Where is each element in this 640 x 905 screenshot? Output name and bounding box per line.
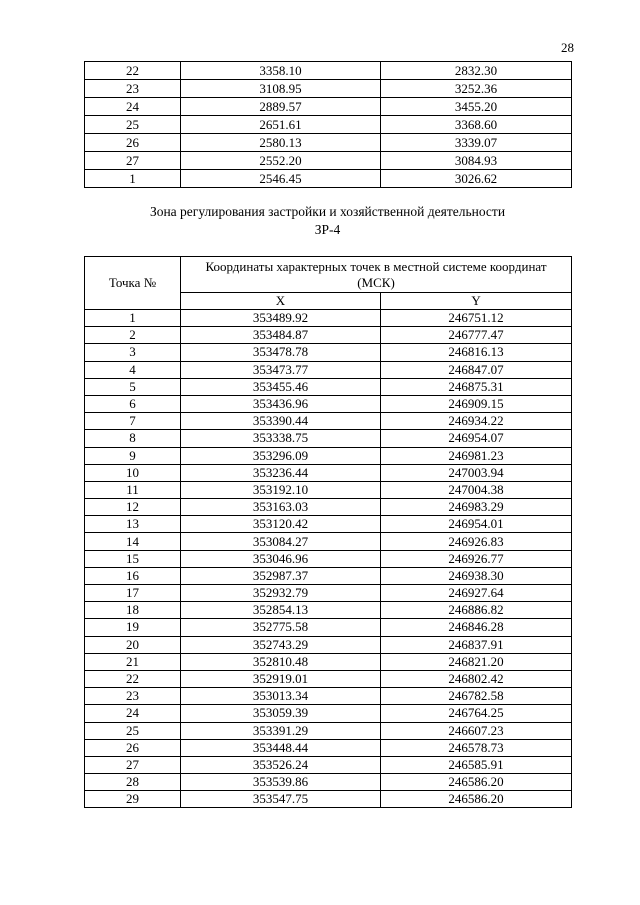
x-coordinate-cell: 353120.42	[181, 516, 381, 533]
y-coordinate-cell: 3026.62	[381, 170, 572, 188]
point-number-cell: 1	[85, 310, 181, 327]
point-number-cell: 2	[85, 327, 181, 344]
y-coordinate-cell: 246926.77	[381, 550, 572, 567]
table-row	[85, 413, 572, 430]
y-coordinate-cell: 246585.91	[381, 756, 572, 773]
y-coordinate-cell: 246983.29	[381, 499, 572, 516]
x-coordinate-cell: 352810.48	[181, 653, 381, 670]
x-coordinate-cell: 352932.79	[181, 585, 381, 602]
x-coordinate-cell: 352743.29	[181, 636, 381, 653]
y-coordinate-cell: 246927.64	[381, 585, 572, 602]
x-coordinate-cell: 353484.87	[181, 327, 381, 344]
table-row	[85, 636, 572, 653]
point-number-cell: 1	[85, 170, 181, 188]
point-number-cell: 25	[85, 722, 181, 739]
x-coordinate-cell: 353436.96	[181, 395, 381, 412]
point-number-cell: 13	[85, 516, 181, 533]
x-coordinate-cell: 353478.78	[181, 344, 381, 361]
x-coordinate-cell: 2552.20	[181, 152, 381, 170]
y-coordinate-cell: 246934.22	[381, 413, 572, 430]
y-coordinate-cell: 2832.30	[381, 62, 572, 80]
point-number-cell: 5	[85, 378, 181, 395]
table-row	[85, 378, 572, 395]
y-coordinate-cell: 246764.25	[381, 705, 572, 722]
y-coordinate-cell: 246886.82	[381, 602, 572, 619]
x-coordinate-cell: 3358.10	[181, 62, 381, 80]
table-row	[85, 653, 572, 670]
table-row	[85, 116, 572, 134]
point-number-cell: 20	[85, 636, 181, 653]
point-number-cell: 8	[85, 430, 181, 447]
x-coordinate-cell: 2889.57	[181, 98, 381, 116]
table-row	[85, 722, 572, 739]
y-coordinate-cell: 246821.20	[381, 653, 572, 670]
table-row	[85, 98, 572, 116]
table-row	[85, 62, 572, 80]
table-row	[85, 327, 572, 344]
header-x: X	[181, 293, 381, 310]
point-number-cell: 28	[85, 774, 181, 791]
page-number: 28	[561, 40, 574, 55]
y-coordinate-cell: 246846.28	[381, 619, 572, 636]
x-coordinate-cell: 353473.77	[181, 361, 381, 378]
x-coordinate-cell: 353236.44	[181, 464, 381, 481]
y-coordinate-cell: 246875.31	[381, 378, 572, 395]
point-number-cell: 25	[85, 116, 181, 134]
point-number-cell: 17	[85, 585, 181, 602]
table-row	[85, 134, 572, 152]
point-number-cell: 27	[85, 756, 181, 773]
x-coordinate-cell: 352919.01	[181, 670, 381, 687]
table-row	[85, 447, 572, 464]
zone-coordinates-table	[84, 256, 572, 808]
x-coordinate-cell: 353084.27	[181, 533, 381, 550]
y-coordinate-cell: 246782.58	[381, 688, 572, 705]
table-row	[85, 705, 572, 722]
y-coordinate-cell: 246909.15	[381, 395, 572, 412]
point-number-cell: 11	[85, 481, 181, 498]
y-coordinate-cell: 247003.94	[381, 464, 572, 481]
table-row	[85, 80, 572, 98]
table-row	[85, 774, 572, 791]
table-row	[85, 344, 572, 361]
x-coordinate-cell: 353489.92	[181, 310, 381, 327]
x-coordinate-cell: 353163.03	[181, 499, 381, 516]
x-coordinate-cell: 3108.95	[181, 80, 381, 98]
y-coordinate-cell: 246578.73	[381, 739, 572, 756]
y-coordinate-cell: 246926.83	[381, 533, 572, 550]
table-row	[85, 670, 572, 687]
point-number-cell: 10	[85, 464, 181, 481]
table-row	[85, 602, 572, 619]
y-coordinate-cell: 246954.07	[381, 430, 572, 447]
point-number-cell: 16	[85, 567, 181, 584]
y-coordinate-cell: 246777.47	[381, 327, 572, 344]
x-coordinate-cell: 353448.44	[181, 739, 381, 756]
point-number-cell: 3	[85, 344, 181, 361]
x-coordinate-cell: 353338.75	[181, 430, 381, 447]
x-coordinate-cell: 2546.45	[181, 170, 381, 188]
point-number-cell: 7	[85, 413, 181, 430]
point-number-cell: 19	[85, 619, 181, 636]
table-row	[85, 619, 572, 636]
y-coordinate-cell: 246816.13	[381, 344, 572, 361]
x-coordinate-cell: 352775.58	[181, 619, 381, 636]
y-coordinate-cell: 247004.38	[381, 481, 572, 498]
x-coordinate-cell: 353046.96	[181, 550, 381, 567]
table-row	[85, 170, 572, 188]
table-row	[85, 756, 572, 773]
y-coordinate-cell: 3084.93	[381, 152, 572, 170]
x-coordinate-cell: 353547.75	[181, 791, 381, 808]
table-row	[85, 310, 572, 327]
x-coordinate-cell: 352987.37	[181, 567, 381, 584]
table-row	[85, 152, 572, 170]
y-coordinate-cell: 246751.12	[381, 310, 572, 327]
y-coordinate-cell: 3339.07	[381, 134, 572, 152]
zone-title	[84, 203, 571, 239]
point-number-cell: 6	[85, 395, 181, 412]
x-coordinate-cell: 353526.24	[181, 756, 381, 773]
table-row	[85, 550, 572, 567]
table-row	[85, 430, 572, 447]
table-row	[85, 481, 572, 498]
y-coordinate-cell: 246938.30	[381, 567, 572, 584]
point-number-cell: 27	[85, 152, 181, 170]
point-number-cell: 12	[85, 499, 181, 516]
point-number-cell: 29	[85, 791, 181, 808]
table-row	[85, 361, 572, 378]
point-number-cell: 22	[85, 670, 181, 687]
x-coordinate-cell: 2580.13	[181, 134, 381, 152]
y-coordinate-cell: 246847.07	[381, 361, 572, 378]
point-number-cell: 24	[85, 705, 181, 722]
point-number-cell: 18	[85, 602, 181, 619]
y-coordinate-cell: 246607.23	[381, 722, 572, 739]
table-row	[85, 395, 572, 412]
x-coordinate-cell: 353013.34	[181, 688, 381, 705]
zone-title-line2: ЗР-4	[314, 222, 341, 237]
y-coordinate-cell: 246586.20	[381, 774, 572, 791]
table-row	[85, 791, 572, 808]
header-point-number: Точка №	[85, 257, 181, 310]
point-number-cell: 26	[85, 134, 181, 152]
y-coordinate-cell: 246981.23	[381, 447, 572, 464]
point-number-cell: 23	[85, 80, 181, 98]
table-row	[85, 464, 572, 481]
point-number-cell: 9	[85, 447, 181, 464]
point-number-cell: 24	[85, 98, 181, 116]
y-coordinate-cell: 246837.91	[381, 636, 572, 653]
y-coordinate-cell: 3252.36	[381, 80, 572, 98]
point-number-cell: 15	[85, 550, 181, 567]
point-number-cell: 4	[85, 361, 181, 378]
y-coordinate-cell: 3455.20	[381, 98, 572, 116]
table-row	[85, 585, 572, 602]
point-number-cell: 23	[85, 688, 181, 705]
header-y: Y	[381, 293, 572, 310]
x-coordinate-cell: 353455.46	[181, 378, 381, 395]
table-row	[85, 516, 572, 533]
x-coordinate-cell: 353059.39	[181, 705, 381, 722]
x-coordinate-cell: 353296.09	[181, 447, 381, 464]
zone-coordinates-table-header	[85, 257, 572, 310]
y-coordinate-cell: 246802.42	[381, 670, 572, 687]
x-coordinate-cell: 353391.29	[181, 722, 381, 739]
table-row	[85, 739, 572, 756]
x-coordinate-cell: 2651.61	[181, 116, 381, 134]
table-row	[85, 688, 572, 705]
y-coordinate-cell: 3368.60	[381, 116, 572, 134]
zone-title-line1: Зона регулирования застройки и хозяйственной деятельности	[149, 204, 506, 219]
zone-coordinates-table-body	[85, 310, 572, 808]
coordinates-table-continued-body	[85, 62, 572, 188]
y-coordinate-cell: 246954.01	[381, 516, 572, 533]
coordinates-table-continued	[84, 61, 572, 188]
table-row	[85, 499, 572, 516]
header-coordinates-group: Координаты характерных точек в местной системе координат (МСК)	[181, 257, 572, 293]
x-coordinate-cell: 353192.10	[181, 481, 381, 498]
point-number-cell: 26	[85, 739, 181, 756]
table-row	[85, 567, 572, 584]
x-coordinate-cell: 353539.86	[181, 774, 381, 791]
table-row	[85, 533, 572, 550]
y-coordinate-cell: 246586.20	[381, 791, 572, 808]
point-number-cell: 21	[85, 653, 181, 670]
x-coordinate-cell: 353390.44	[181, 413, 381, 430]
point-number-cell: 22	[85, 62, 181, 80]
x-coordinate-cell: 352854.13	[181, 602, 381, 619]
point-number-cell: 14	[85, 533, 181, 550]
